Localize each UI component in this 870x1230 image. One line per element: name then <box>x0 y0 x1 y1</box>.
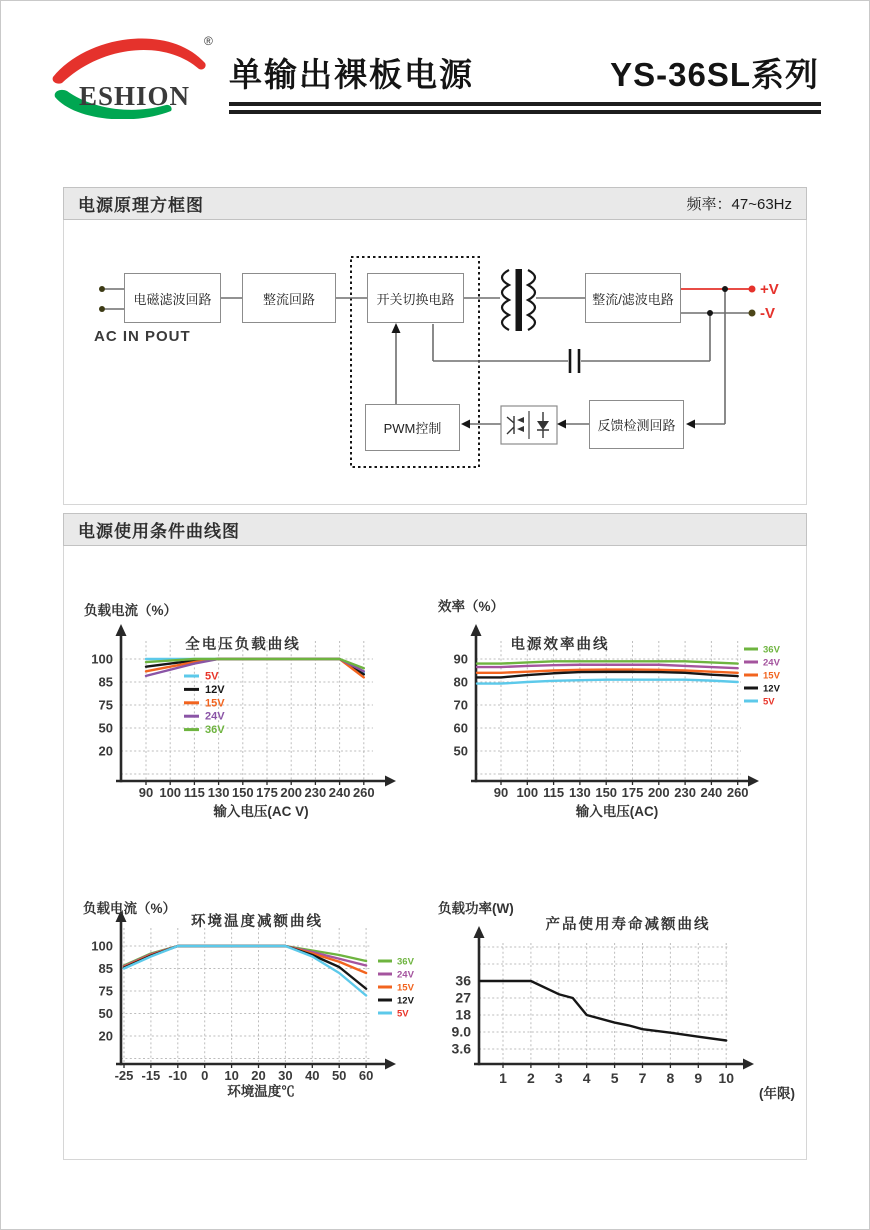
block-pwm-control-label: PWM控制 <box>383 421 442 436</box>
svg-text:2: 2 <box>527 1070 535 1086</box>
svg-text:负载功率(W): 负载功率(W) <box>438 901 514 916</box>
title-rule <box>229 102 821 114</box>
svg-text:85: 85 <box>98 961 113 976</box>
svg-text:100: 100 <box>516 785 539 800</box>
svg-text:260: 260 <box>726 785 749 800</box>
svg-text:36V: 36V <box>397 956 414 968</box>
svg-text:230: 230 <box>304 785 327 800</box>
svg-text:负载电流（%）: 负载电流（%） <box>83 901 177 916</box>
logo-red-swoosh <box>53 38 206 83</box>
svg-text:260: 260 <box>352 785 375 800</box>
svg-text:115: 115 <box>183 785 205 800</box>
svg-text:175: 175 <box>256 785 278 800</box>
junction-dot <box>722 286 728 292</box>
svg-text:4: 4 <box>582 1070 591 1086</box>
svg-text:3.6: 3.6 <box>451 1040 471 1057</box>
svg-text:27: 27 <box>455 989 471 1006</box>
block-feedback-label: 反馈检测回路 <box>597 418 676 433</box>
svg-text:效率（%）: 效率（%） <box>438 599 505 614</box>
svg-text:20: 20 <box>251 1068 266 1083</box>
svg-text:9: 9 <box>694 1070 703 1086</box>
svg-text:90: 90 <box>453 651 468 667</box>
frequency-label: 频率：47~63Hz <box>686 196 792 213</box>
svg-text:产品使用寿命减额曲线: 产品使用寿命减额曲线 <box>545 917 711 933</box>
svg-text:12V: 12V <box>205 683 225 696</box>
svg-text:-10: -10 <box>168 1068 188 1083</box>
block-rectifier <box>242 273 336 323</box>
registered-mark: ® <box>204 34 213 48</box>
diagram-wires <box>64 220 808 503</box>
svg-text:240: 240 <box>328 785 351 800</box>
svg-text:200: 200 <box>280 785 303 800</box>
svg-text:230: 230 <box>674 785 696 800</box>
svg-text:100: 100 <box>91 938 113 954</box>
chart-temperature-derating <box>71 895 448 1110</box>
ac-input-label: AC IN POUT <box>94 328 191 345</box>
transformer-icon <box>502 269 535 331</box>
svg-text:12V: 12V <box>397 995 414 1007</box>
svg-text:150: 150 <box>231 785 254 800</box>
negative-terminal <box>749 310 756 317</box>
svg-text:-25: -25 <box>114 1068 134 1083</box>
page-title: 单输出裸板电源 <box>229 56 474 93</box>
svg-text:8: 8 <box>666 1070 675 1086</box>
svg-text:-15: -15 <box>141 1068 161 1083</box>
svg-text:5V: 5V <box>205 670 219 683</box>
junction-dot <box>707 310 713 316</box>
section-block-diagram-header <box>63 187 807 220</box>
ac-input-terminal <box>99 286 105 292</box>
svg-text:10: 10 <box>718 1070 734 1086</box>
svg-text:75: 75 <box>98 983 113 999</box>
svg-text:200: 200 <box>647 785 670 800</box>
svg-text:150: 150 <box>595 785 618 800</box>
svg-text:70: 70 <box>453 697 468 713</box>
svg-text:20: 20 <box>98 1028 113 1044</box>
svg-text:10: 10 <box>224 1068 239 1083</box>
svg-text:130: 130 <box>569 785 591 800</box>
svg-text:75: 75 <box>98 697 113 713</box>
svg-text:60: 60 <box>358 1068 374 1083</box>
svg-text:24V: 24V <box>205 710 225 723</box>
svg-text:3: 3 <box>554 1070 563 1086</box>
svg-text:90: 90 <box>493 785 509 800</box>
section-title: 电源使用条件曲线图 <box>78 522 240 541</box>
block-emi-filter <box>124 273 221 323</box>
svg-text:9.0: 9.0 <box>451 1023 471 1040</box>
block-feedback <box>589 400 684 449</box>
svg-text:50: 50 <box>331 1068 347 1083</box>
svg-text:负载电流（%）: 负载电流（%） <box>84 603 178 618</box>
svg-text:30: 30 <box>278 1068 293 1083</box>
svg-text:85: 85 <box>98 674 113 690</box>
svg-text:5V: 5V <box>397 1008 409 1020</box>
svg-text:36V: 36V <box>763 644 780 656</box>
svg-text:5: 5 <box>610 1070 619 1086</box>
brand-logo <box>47 27 222 119</box>
block-output-filter-label: 整流/滤波电路 <box>592 291 674 307</box>
svg-text:90: 90 <box>138 785 154 800</box>
section-curves-header <box>63 513 807 546</box>
svg-text:175: 175 <box>621 785 644 800</box>
svg-text:0: 0 <box>201 1068 209 1083</box>
svg-text:60: 60 <box>453 720 468 736</box>
svg-text:环境温度减额曲线: 环境温度减额曲线 <box>191 914 323 930</box>
svg-text:(年限): (年限) <box>759 1086 795 1101</box>
svg-text:输入电压(AC): 输入电压(AC) <box>575 804 659 819</box>
svg-text:15V: 15V <box>763 670 780 682</box>
model-title: YS-36SL系列 <box>610 56 819 93</box>
svg-text:50: 50 <box>98 720 113 736</box>
svg-text:240: 240 <box>700 785 723 800</box>
svg-text:15V: 15V <box>205 697 225 710</box>
block-switching <box>367 273 464 323</box>
svg-text:全电压负载曲线: 全电压负载曲线 <box>185 637 301 653</box>
svg-text:18: 18 <box>455 1006 471 1023</box>
svg-text:15V: 15V <box>397 982 414 994</box>
optocoupler-icon <box>501 406 557 444</box>
svg-text:输入电压(AC V): 输入电压(AC V) <box>213 804 309 819</box>
block-emi-filter-label: 电磁滤波回路 <box>133 291 212 307</box>
block-switching-label: 开关切换电路 <box>376 291 455 307</box>
svg-text:40: 40 <box>305 1068 320 1083</box>
svg-text:80: 80 <box>453 674 468 690</box>
svg-text:24V: 24V <box>397 969 414 981</box>
brand-text: ESHION <box>79 81 191 111</box>
capacitor-icon <box>570 349 579 373</box>
svg-text:50: 50 <box>98 1006 113 1021</box>
svg-text:7: 7 <box>638 1070 647 1086</box>
svg-text:20: 20 <box>98 743 113 759</box>
output-pos-label: +V <box>760 281 779 298</box>
section-title: 电源原理方框图 <box>78 196 204 215</box>
block-diagram-panel <box>63 220 807 505</box>
svg-text:115: 115 <box>543 785 565 800</box>
svg-text:环境温度℃: 环境温度℃ <box>227 1084 295 1099</box>
svg-text:50: 50 <box>453 743 468 759</box>
positive-terminal <box>749 286 756 293</box>
chart-full-voltage-load <box>71 597 411 842</box>
block-output-filter <box>585 273 681 323</box>
output-neg-label: -V <box>760 305 775 322</box>
svg-text:电源效率曲线: 电源效率曲线 <box>510 637 610 653</box>
svg-text:100: 100 <box>159 785 182 800</box>
block-pwm-control <box>365 404 460 451</box>
svg-text:130: 130 <box>207 785 230 800</box>
svg-text:5V: 5V <box>763 696 775 708</box>
svg-text:100: 100 <box>91 651 113 667</box>
svg-text:24V: 24V <box>763 657 780 669</box>
svg-text:36: 36 <box>455 972 471 989</box>
svg-text:1: 1 <box>499 1070 507 1086</box>
svg-text:36V: 36V <box>205 724 225 737</box>
block-rectifier-label: 整流回路 <box>262 291 315 307</box>
svg-text:12V: 12V <box>763 683 780 695</box>
ac-input-terminal <box>99 306 105 312</box>
chart-lifetime-derating <box>429 895 806 1110</box>
chart-efficiency <box>429 597 806 842</box>
